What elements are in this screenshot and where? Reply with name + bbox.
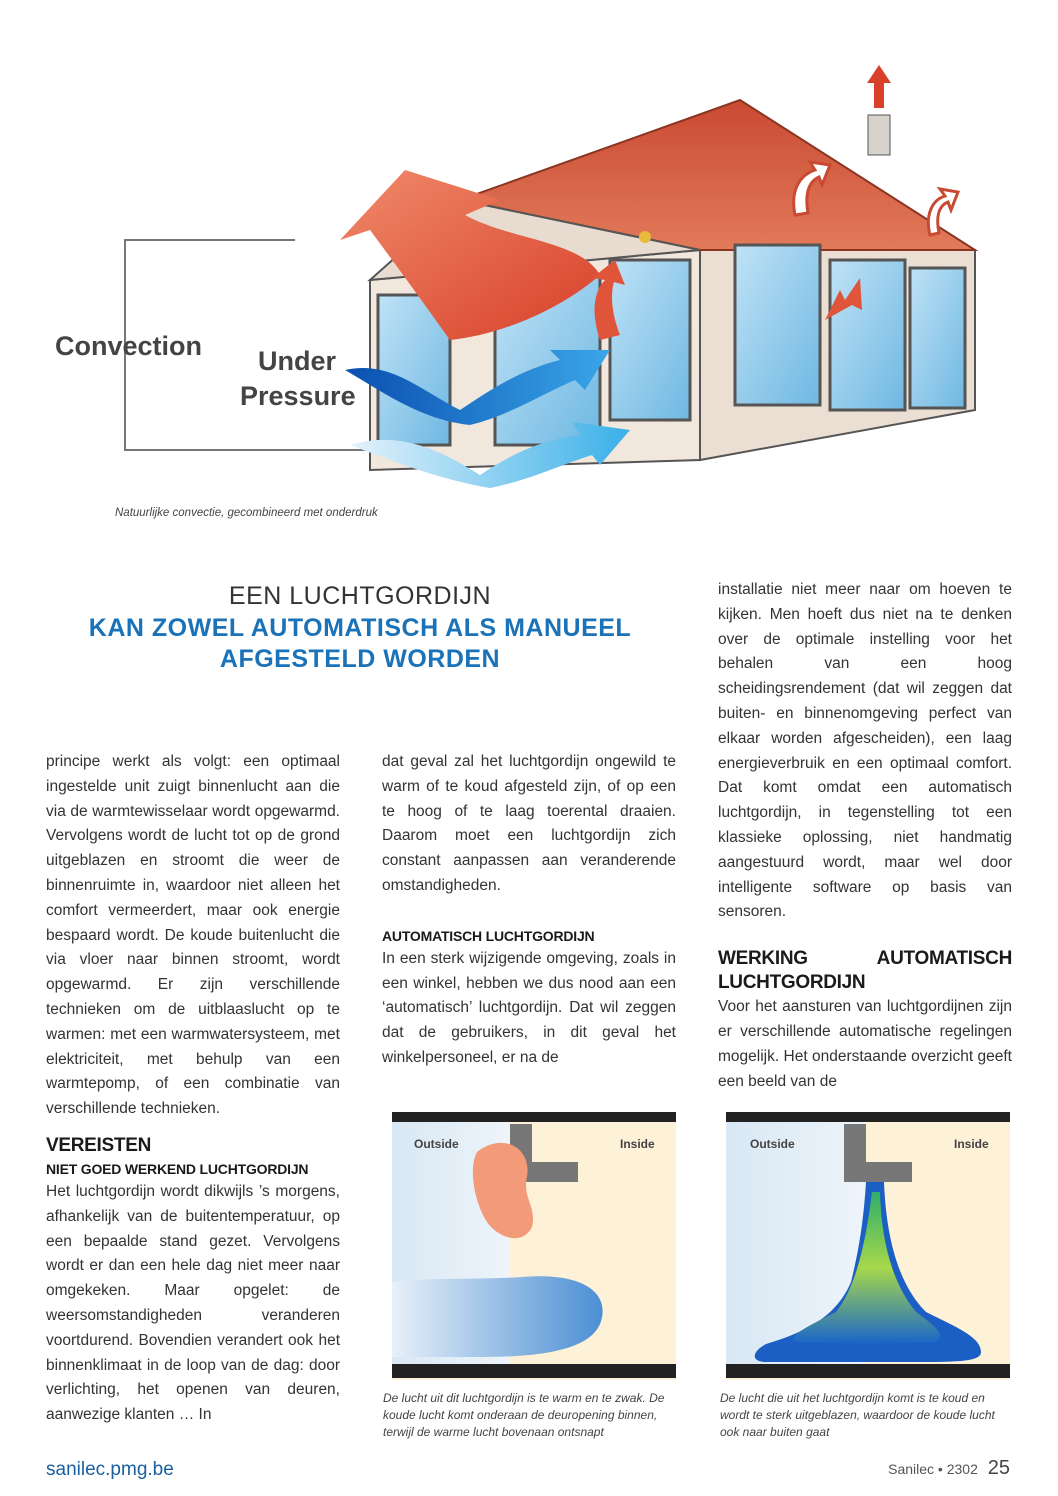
- airflow-diagram-too-warm: [392, 1112, 676, 1380]
- column-3: [718, 578, 1012, 1094]
- col3-body1: installatie niet meer naar om hoeven te kijken. Men hoeft dus niet na te denken over de optimale instelling voor het behalen van een hoog scheidingsrendement (dat wil zeggen dat buiten- en binnenomgeving perfect van elkaar worden afgescheiden), een laag energieverbruik en een optimaal comfort. Dat komt omdat een automatisch luchtgordijn, in tegenstelling tot een klassieke oplossing, niet handmatig aangestuurd wordt, maar wel door intelligente software op basis van sensoren.: [718, 581, 1012, 921]
- headline: [40, 582, 680, 675]
- col3-heading: WERKING AUTOMATISCH LUCHTGORDIJN: [718, 948, 1012, 994]
- footer-issue-label: Sanilec • 2302: [888, 1461, 978, 1477]
- hero-caption: Natuurlijke convectie, gecombineerd met onderdruk: [115, 507, 378, 519]
- headline-line3: AFGESTELD WORDEN: [219, 645, 501, 673]
- airflow-diagram-too-cold: [726, 1112, 1010, 1380]
- fig2-outside: Outside: [750, 1137, 795, 1151]
- headline-line2: KAN ZOWEL AUTOMATISCH ALS MANUEEL: [88, 614, 632, 642]
- house-convection-diagram: [40, 50, 1020, 500]
- pressure-label: Pressure: [240, 381, 356, 411]
- col1-body: Het luchtgordijn wordt dikwijls ’s morgens, afhankelijk van de buitentemperatuur, op een bepaalde stand gezet. Vervolgens wordt er dan een hele dag niet meer naar omgekeken. Maar opgelet: de weersomstandigheden veranderen voortdurend. Bovendien verandert ook het binnenklimaat in de loop van de dag: door verlichting, het openen van deuren, aanwezige klanten … In: [46, 1182, 340, 1424]
- convection-label: Convection: [55, 331, 203, 361]
- col2-body2: In een sterk wijzigende omgeving, zoals in een winkel, hebben we dus nood aan een ‘automatisch’ luchtgordijn. Dat wil zeggen dat de gebruikers, in dit geval het winkelpersoneel, er na de: [382, 949, 676, 1066]
- footer-page-number: 25: [987, 1457, 1010, 1479]
- headline-line1: EEN LUCHTGORDIJN: [228, 582, 492, 610]
- col1-heading: VEREISTEN: [46, 1134, 151, 1156]
- fig2-inside: Inside: [954, 1137, 989, 1151]
- hero-illustration: [40, 50, 1020, 500]
- figure-1: [392, 1112, 676, 1380]
- col2-body1: dat geval zal het luchtgordijn ongewild te warm of te koud afgesteld zijn, of op een te hoog of te laag toerental draaien. Daarom moet een luchtgordijn zich constant aanpassen aan veranderende omstandigheden.: [382, 753, 676, 894]
- footer-issue: [888, 1457, 1010, 1480]
- fig1-inside: Inside: [620, 1137, 655, 1151]
- column-2: [382, 750, 676, 1071]
- under-label: Under: [258, 346, 337, 376]
- col1-subheading: NIET GOED WERKEND LUCHTGORDIJN: [46, 1160, 309, 1177]
- figure-2: [726, 1112, 1010, 1380]
- column-1: [46, 750, 340, 1428]
- col2-subheading: AUTOMATISCH LUCHTGORDIJN: [382, 927, 595, 944]
- col3-body2: Voor het aansturen van luchtgordijnen zijn er verschillende automatische regelingen mogelijk. Het onderstaande overzicht geeft een beeld van de: [718, 998, 1012, 1090]
- fig1-outside: Outside: [414, 1137, 459, 1151]
- figure1-caption: De lucht uit dit luchtgordijn is te warm en te zwak. De koude lucht komt onderaan de deuropening binnen, terwijl de warme lucht bovenaan ontsnapt: [383, 1391, 665, 1439]
- figure2-caption: De lucht die uit het luchtgordijn komt is te koud en wordt te sterk uitgeblazen, waardoor de koude lucht ook naar buiten gaat: [720, 1391, 995, 1439]
- col1-intro: principe werkt als volgt: een optimaal ingestelde unit zuigt binnenlucht aan die via de warmtewisselaar wordt opgewarmd. Vervolgens wordt de lucht tot op de grond uitgeblazen en stroomt die weer de binnenruimte in, waardoor niet alleen het comfort vermeerdert, maar ook energie bespaard wordt. De koude buitenlucht die via vloer naar binnen stroomt, wordt opgewarmd. Er zijn verschillende technieken om de uitblaaslucht op te warmen: met een warmwatersysteem, met elektriciteit, met behulp van een warmtepomp, of een combinatie van verschillende technieken.: [46, 753, 340, 1118]
- footer-site-link[interactable]: sanilec.pmg.be: [46, 1459, 174, 1480]
